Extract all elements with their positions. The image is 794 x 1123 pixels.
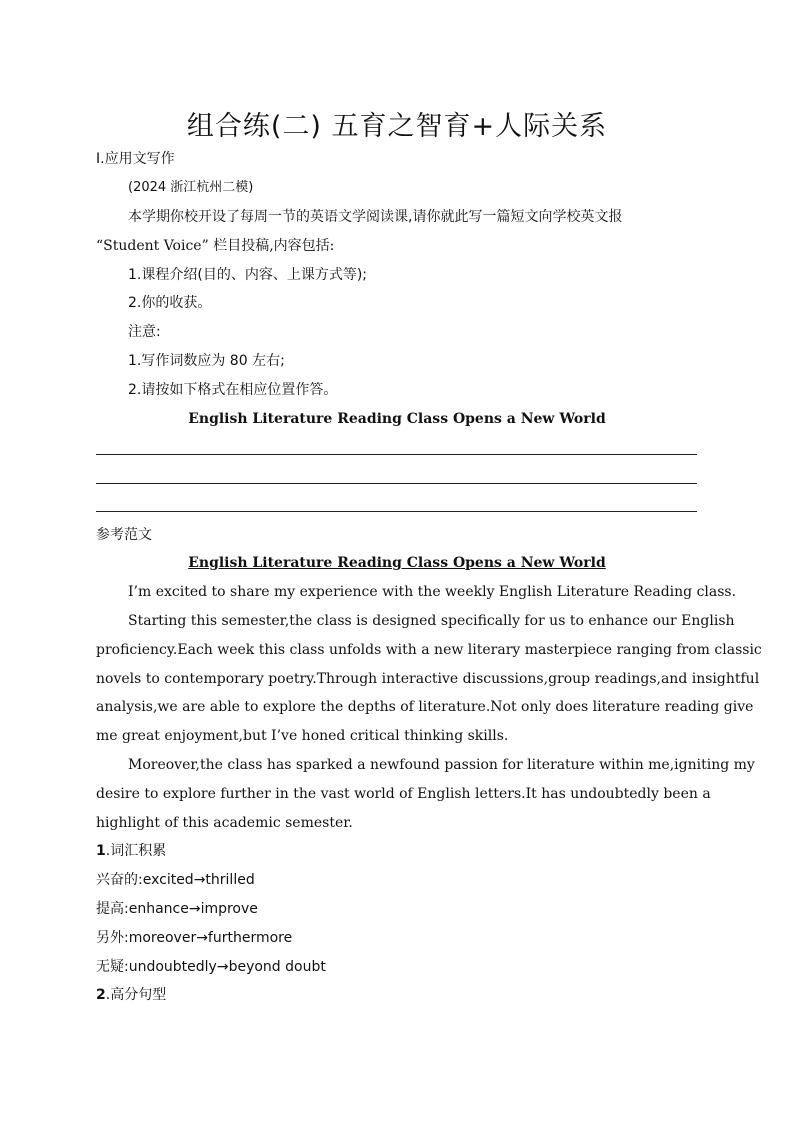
vocab-item-3: 另外:moreover→furthermore [96,930,293,946]
prompt-point-1: 1.课程介绍(目的、内容、上课方式等); [128,267,367,283]
model-line-8: desire to explore further in the vast world of English letters.It has undoubtedly been a [96,786,711,802]
vocab-heading [96,842,166,860]
vocab-heading-number: 1 [96,843,106,859]
vocab-heading-text: .词汇积累 [105,843,167,859]
model-line-9: highlight of this academic semester. [96,815,353,831]
source-note: (2024 浙江杭州二模) [128,180,254,195]
note-2: 2.请按如下格式在相应位置作答。 [128,382,338,398]
section-heading-writing: Ⅰ.应用文写作 [96,151,175,167]
model-line-2: Starting this semester,the class is designed specifically for us to enhance our English [128,613,735,629]
prompt-line-2: “Student Voice” 栏目投稿,内容包括: [96,238,335,254]
model-line-4: novels to contemporary poetry.Through interactive discussions,group readings,and insightful [96,671,760,687]
note-label: 注意: [128,324,161,340]
model-line-7: Moreover,the class has sparked a newfound passion for literature within me,igniting my [128,757,755,773]
essay-title: English Literature Reading Class Opens a New World [188,411,606,427]
vocab-item-2: 提高:enhance→improve [96,901,258,917]
sentence-patterns-heading [96,986,166,1004]
model-line-3: proficiency.Each week this class unfolds with a new literary masterpiece ranging from classic [96,642,762,658]
prompt-point-2: 2.你的收获。 [128,295,212,311]
vocab-item-4: 无疑:undoubtedly→beyond doubt [96,959,326,975]
page-title: 组合练(二) 五育之智育+人际关系 [186,111,608,142]
vocab-item-1: 兴奋的:excited→thrilled [96,872,255,888]
sentence-heading-number: 2 [96,987,106,1003]
answer-line-2 [96,483,697,484]
prompt-line-1: 本学期你校开设了每周一节的英语文学阅读课,请你就此写一篇短文向学校英文报 [128,209,623,225]
sentence-heading-text: .高分句型 [105,987,167,1003]
model-essay-label: 参考范文 [96,527,152,543]
model-essay-title: English Literature Reading Class Opens a New World [188,555,606,571]
model-line-5: analysis,we are able to explore the depths of literature.Not only does literature reading give [96,699,754,715]
model-line-1: I’m excited to share my experience with the weekly English Literature Reading class. [128,584,737,600]
note-1: 1.写作词数应为 80 左右; [128,353,285,369]
answer-line-1 [96,454,697,455]
model-line-6: me great enjoyment,but I’ve honed critical thinking skills. [96,728,509,744]
answer-line-3 [96,511,697,512]
